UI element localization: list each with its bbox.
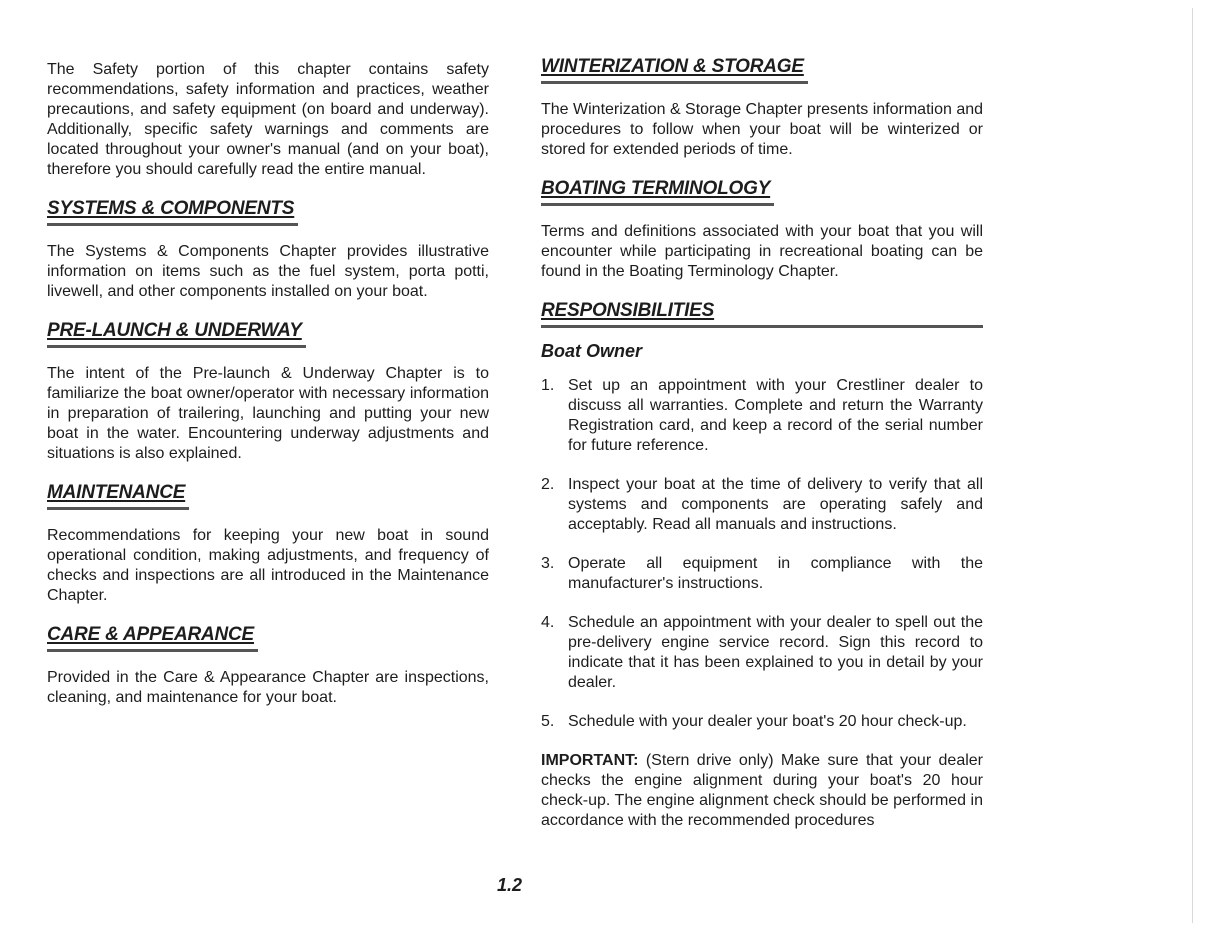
list-item (541, 475, 983, 535)
left-column (47, 56, 489, 708)
section-heading: CARE & APPEARANCE (47, 624, 258, 652)
important-label: IMPORTANT: (541, 752, 639, 769)
page-edge-divider (1192, 8, 1193, 923)
step-text: Set up an appointment with your Crestliner dealer to discuss all warranties. Complete and return the Warranty Registration card, and keep a record of the serial number for future reference. (568, 377, 983, 454)
step-text: Schedule an appointment with your dealer to spell out the pre-delivery engine service record. Sign this record to indicate that it has been explained to you in detail by your dealer. (568, 614, 983, 691)
step-number: 3. (541, 555, 555, 572)
important-note (541, 751, 983, 831)
section-care-appearance (47, 624, 489, 708)
section-heading: RESPONSIBILITIES (541, 300, 983, 328)
section-systems-components (47, 198, 489, 302)
section-heading: PRE-LAUNCH & UNDERWAY (47, 320, 306, 348)
section-maintenance (47, 482, 489, 606)
section-heading: BOATING TERMINOLOGY (541, 178, 774, 206)
list-item (541, 554, 983, 594)
important-text: (Stern drive only) Make sure that your dealer checks the engine alignment during your boat's 20 hour check-up. The engine alignment check should be performed in accordance with the recommended procedures (541, 752, 983, 829)
section-winterization-storage (541, 56, 983, 160)
section-body: The intent of the Pre-launch & Underway Chapter is to familiarize the boat owner/operator with necessary information in preparation of trailering, launching and putting your new boat in the water. Encountering underway adjustments and situations is also explained. (47, 365, 489, 462)
step-number: 1. (541, 377, 555, 394)
section-body: Recommendations for keeping your new boat in sound operational condition, making adjustments, and frequency of checks and inspections are all introduced in the Maintenance Chapter. (47, 527, 489, 604)
list-item (541, 613, 983, 693)
step-text: Inspect your boat at the time of delivery to verify that all systems and components are operating safely and acceptably. Read all manuals and instructions. (568, 476, 983, 533)
boat-owner-subheading: Boat Owner (541, 341, 643, 361)
list-item (541, 376, 983, 456)
page-number: 1.2 (497, 875, 523, 895)
section-heading: SYSTEMS & COMPONENTS (47, 198, 298, 226)
right-column (541, 56, 983, 831)
section-body: Provided in the Care & Appearance Chapter are inspections, cleaning, and maintenance for your boat. (47, 669, 489, 706)
step-number: 4. (541, 614, 555, 631)
section-heading: MAINTENANCE (47, 482, 189, 510)
section-body: Terms and definitions associated with your boat that you will encounter while participating in recreational boating can be found in the Boating Terminology Chapter. (541, 223, 983, 280)
section-heading: WINTERIZATION & STORAGE (541, 56, 808, 84)
list-item (541, 712, 983, 732)
step-number: 2. (541, 476, 555, 493)
section-body: The Systems & Components Chapter provides illustrative information on items such as the fuel system, porta potti, livewell, and other components installed on your boat. (47, 243, 489, 300)
step-text: Operate all equipment in compliance with the manufacturer's instructions. (568, 555, 983, 592)
step-number: 5. (541, 713, 555, 730)
safety-intro-paragraph: The Safety portion of this chapter contains safety recommendations, safety information and practices, weather precautions, and safety equipment (on board and underway). Additionally, specific safety warnings and comments are located throughout your owner's manual (and on your boat), therefore you should carefully read the entire manual. (47, 61, 489, 178)
step-text: Schedule with your dealer your boat's 20 hour check-up. (568, 713, 967, 730)
section-boating-terminology (541, 178, 983, 282)
section-body: The Winterization & Storage Chapter presents information and procedures to follow when your boat will be winterized or stored for extended periods of time. (541, 101, 984, 158)
section-pre-launch-underway (47, 320, 489, 464)
owner-steps-list (541, 376, 983, 732)
section-responsibilities (541, 300, 983, 831)
